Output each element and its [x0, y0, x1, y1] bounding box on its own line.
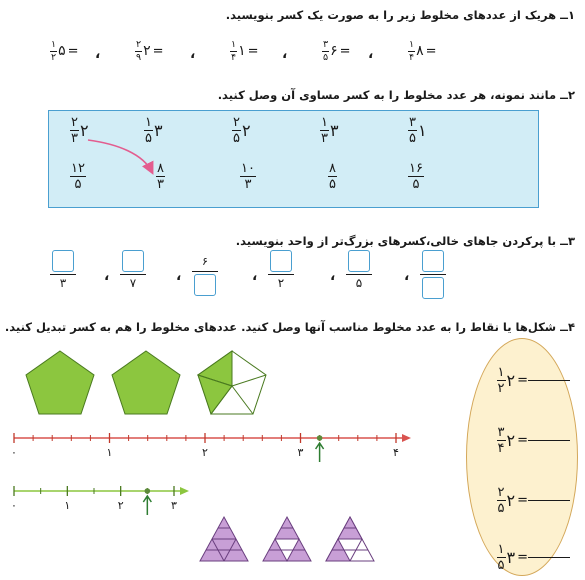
numerator: ۱۲: [71, 161, 85, 176]
denominator: ۹: [136, 51, 142, 63]
numerator: ۸: [329, 161, 336, 176]
denominator: ۵: [355, 276, 363, 290]
mixed-number: [497, 486, 516, 515]
tick-label: ۱: [64, 499, 71, 512]
denominator: ۳: [321, 131, 328, 146]
numerator: ۸: [157, 161, 164, 176]
q2-instruction: ۲ــ مانند نمونه، هر عدد مخلوط را به کسر مساوی آن وصل کنید.: [217, 88, 575, 102]
separator: ،: [190, 46, 196, 62]
denominator: ۵: [323, 51, 329, 63]
tick-label: ۱: [106, 446, 113, 459]
mixed-number: [408, 40, 424, 62]
numerator-input-box[interactable]: [122, 250, 144, 272]
denominator: ۵: [329, 177, 336, 192]
q3-fraction-1: [346, 250, 372, 289]
equals-sign: =: [339, 43, 351, 59]
axis-arrow: [402, 434, 411, 442]
q3-fraction-4: [120, 250, 146, 289]
fraction: [497, 543, 506, 572]
whole-part: ۱: [238, 43, 246, 59]
numerator: ۱: [231, 39, 237, 50]
mixed-number: [497, 543, 516, 572]
marked-point[interactable]: [145, 488, 151, 494]
denominator: ۲: [497, 381, 505, 396]
answer-blank[interactable]: [528, 380, 570, 381]
q2-example-arrow: [48, 110, 539, 208]
denominator-input-box[interactable]: [194, 274, 216, 296]
number-line-2: [0, 478, 200, 518]
q3-row: [0, 250, 585, 305]
answer-blank[interactable]: [528, 500, 570, 501]
whole-part: ۱: [417, 121, 427, 140]
answer-blank[interactable]: [528, 557, 570, 558]
q1-item: [50, 40, 79, 62]
whole-part: ۲: [143, 43, 151, 59]
denominator: ۵: [412, 177, 420, 192]
mixed-number: [50, 40, 66, 62]
q1-item: [408, 40, 437, 62]
whole-part: ۶: [330, 43, 338, 59]
numerator-input-box[interactable]: [348, 250, 370, 272]
whole-part: ۲: [506, 371, 516, 390]
denominator: ۳: [157, 177, 164, 192]
separator: ،: [368, 46, 374, 62]
fraction: [497, 366, 506, 395]
fraction-bar: [192, 271, 218, 272]
separator: ،: [252, 268, 258, 284]
denominator: ۴: [231, 51, 237, 63]
tick-label: ۲: [117, 499, 124, 512]
whole-part: ۳: [329, 121, 339, 140]
tick-label: ۰: [11, 446, 17, 459]
equals-sign: =: [517, 433, 528, 448]
whole-part: ۲: [79, 121, 89, 140]
denominator: ۵: [145, 131, 152, 146]
q3-instruction: ۳ــ با پرکردن جاهای خالی،کسرهای بزرگ‌تر از واحد بنویسید.: [235, 234, 575, 248]
whole-part: ۲: [506, 491, 516, 510]
denominator: ۳: [59, 276, 67, 290]
marked-point[interactable]: [317, 435, 323, 441]
denominator: ۴: [409, 51, 415, 63]
q1-instruction: ۱ــ هریک از عددهای مخلوط زیر را به صورت یک کسر بنویسید.: [225, 8, 575, 22]
q3-fraction-5: [50, 250, 76, 289]
denominator: ۴: [497, 441, 505, 456]
pentagon-2[interactable]: [112, 351, 180, 414]
whole-part: ۳: [153, 121, 163, 140]
denominator: ۲: [51, 51, 57, 63]
q3-fraction-2: [268, 250, 294, 289]
point-arrow: [143, 496, 151, 515]
separator: ،: [104, 268, 110, 284]
numerator: ۲: [233, 115, 240, 130]
fraction-bar: [346, 274, 372, 275]
equals-sign: =: [517, 550, 528, 565]
tick-label: ۴: [393, 446, 399, 459]
q3-fraction-0: [420, 250, 446, 299]
numerator: ۱: [497, 365, 505, 380]
q1-item: [135, 40, 164, 62]
denominator-input-box[interactable]: [422, 277, 444, 299]
mixed-number: [135, 40, 151, 62]
tick-label: ۲: [202, 446, 208, 459]
whole-part: ۵: [58, 43, 66, 59]
equals-sign: =: [517, 493, 528, 508]
numerator: ۱۶: [409, 161, 423, 176]
numerator: ۲: [136, 39, 142, 50]
q4-mixed-list: [466, 338, 578, 576]
equals-sign: =: [517, 373, 528, 388]
fraction-bar: [120, 274, 146, 275]
equals-sign: =: [67, 43, 79, 59]
q4-mixed-item-0: [497, 366, 570, 395]
q4-mixed-item-2: [497, 486, 570, 515]
triangle-1[interactable]: [200, 517, 248, 561]
fraction-bar: [50, 274, 76, 275]
q4-instruction: ۴ــ شکل‌ها یا نقاط را به عدد مخلوط مناسب آنها وصل کنید. عددهای مخلوط را هم به کسر تبدیل کنید.: [4, 320, 575, 334]
numerator: ۶: [202, 255, 208, 268]
fraction: [322, 40, 329, 62]
whole-part: ۸: [416, 43, 424, 59]
equals-sign: =: [247, 43, 259, 59]
whole-part: ۲: [506, 431, 516, 450]
separator: ،: [282, 46, 288, 62]
tick-label: ۰: [11, 499, 17, 512]
denominator: ۷: [129, 276, 137, 290]
q4-mixed-item-1: [497, 426, 570, 455]
whole-part: ۳: [506, 548, 516, 567]
numerator-input-box[interactable]: [52, 250, 74, 272]
numerator: ۱: [321, 115, 328, 130]
tick-label: ۳: [297, 446, 304, 459]
fraction: [50, 40, 57, 62]
whole-part: ۲: [241, 121, 251, 140]
denominator: ۳: [71, 131, 78, 146]
numerator: ۲: [71, 115, 78, 130]
separator: ،: [95, 46, 101, 62]
mixed-number: [497, 426, 516, 455]
q1-item: [322, 40, 351, 62]
triangle-2[interactable]: [263, 517, 311, 561]
separator: ،: [404, 268, 410, 284]
fraction: [135, 40, 142, 62]
denominator: ۳: [244, 177, 252, 192]
mixed-number: [230, 40, 246, 62]
denominator: ۵: [497, 501, 505, 516]
numerator: ۱: [145, 115, 152, 130]
numerator-input-box[interactable]: [270, 250, 292, 272]
numerator: ۱: [51, 39, 57, 50]
numerator: ۳: [409, 115, 416, 130]
q1-item: [230, 40, 259, 62]
tick-label: ۳: [171, 499, 177, 512]
numerator-input-box[interactable]: [422, 250, 444, 272]
denominator: ۵: [74, 177, 82, 192]
fraction-bar: [420, 274, 446, 275]
pentagon-shapes: [20, 348, 300, 418]
q1-row: [0, 36, 585, 70]
pentagon-3-partitioned[interactable]: [198, 351, 266, 414]
pentagon-1[interactable]: [26, 351, 94, 414]
numerator: ۱: [409, 39, 415, 50]
numerator: ۳: [323, 39, 329, 50]
axis-arrow: [180, 487, 189, 495]
fraction: [230, 40, 237, 62]
point-arrow: [316, 443, 324, 462]
number-line-1: [0, 425, 420, 465]
triangle-3[interactable]: [326, 517, 374, 561]
mixed-number: [322, 40, 338, 62]
separator: ،: [176, 268, 182, 284]
equals-sign: =: [152, 43, 164, 59]
q3-fraction-3: [192, 250, 218, 296]
fraction: [497, 426, 506, 455]
equals-sign: =: [425, 43, 437, 59]
separator: ،: [330, 268, 336, 284]
q4-mixed-item-3: [497, 543, 570, 572]
answer-blank[interactable]: [528, 440, 570, 441]
mixed-number: [497, 366, 516, 395]
numerator: ۱۰: [241, 161, 255, 176]
numerator: ۲: [497, 485, 505, 500]
numerator: ۳: [497, 425, 505, 440]
denominator: ۵: [233, 131, 240, 146]
numerator: ۱: [497, 542, 505, 557]
fraction-bar: [268, 274, 294, 275]
fraction: [408, 40, 415, 62]
fraction: [497, 486, 506, 515]
denominator: ۵: [409, 131, 416, 146]
triangle-shapes: [195, 515, 395, 567]
denominator: ۵: [497, 558, 505, 573]
denominator: ۲: [277, 276, 285, 290]
